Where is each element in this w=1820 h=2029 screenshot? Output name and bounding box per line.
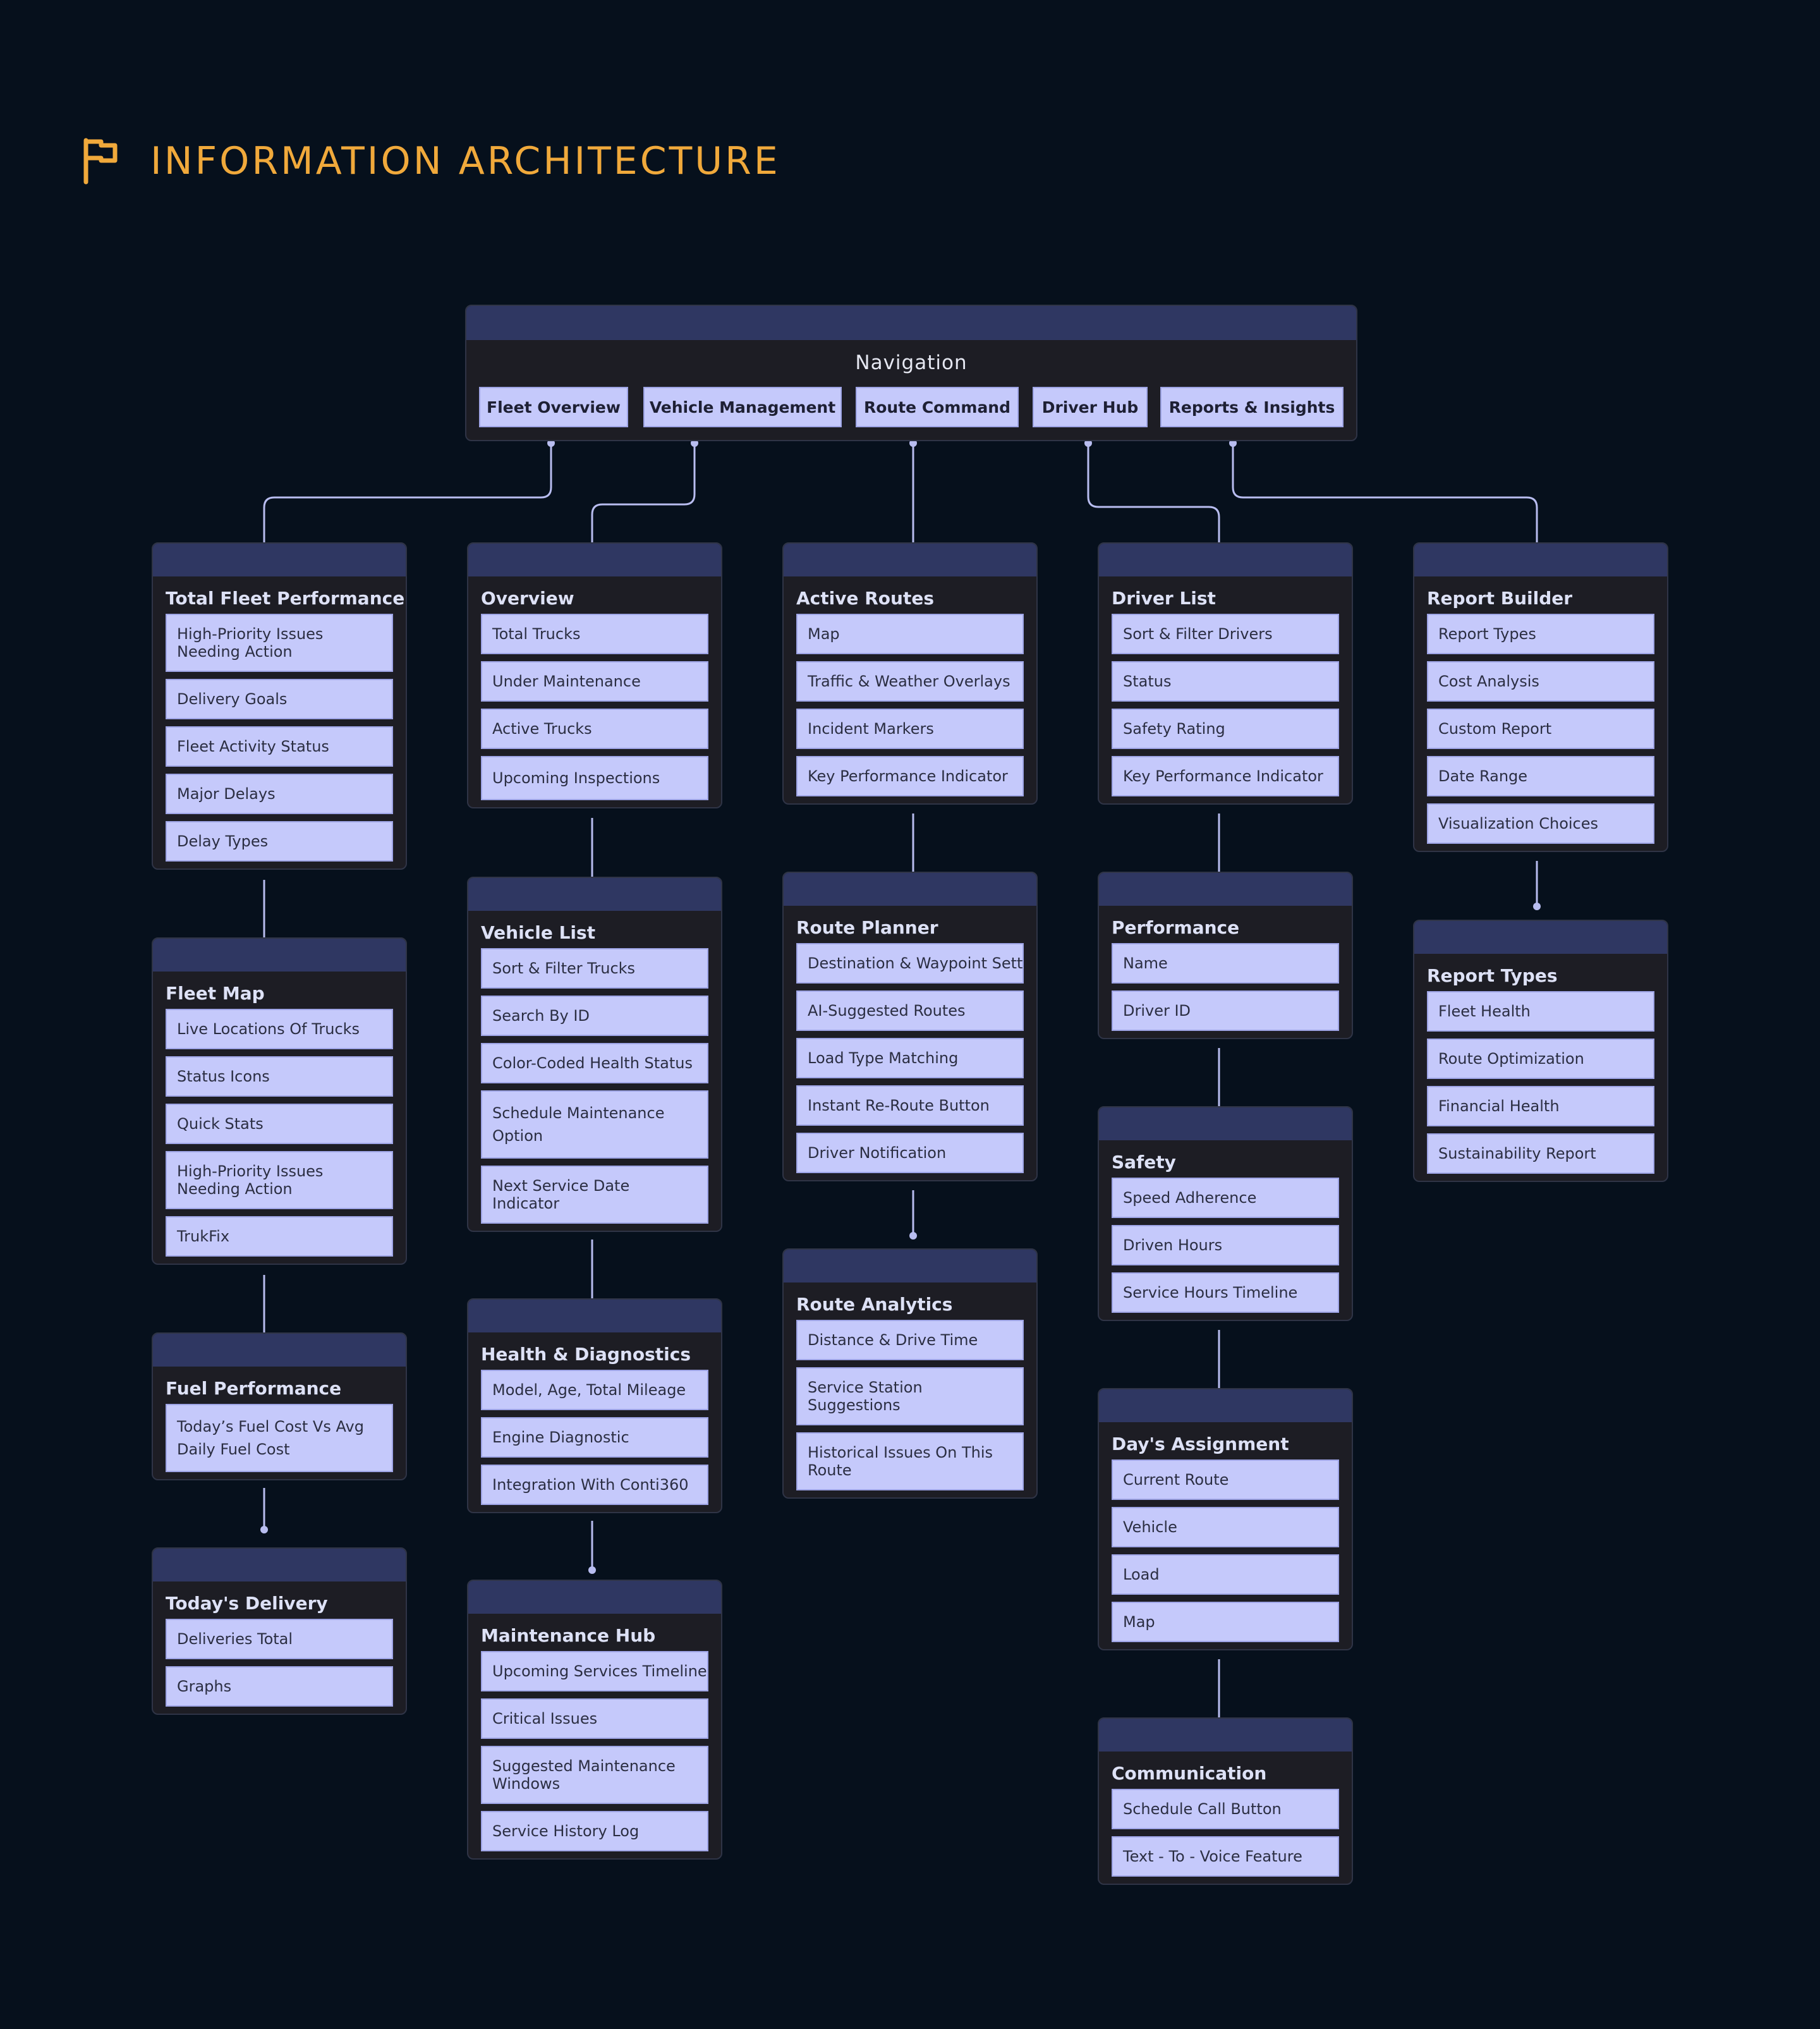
group-header [784,1250,1036,1283]
list-item[interactable]: Suggested Maintenance Windows [481,1746,708,1804]
list-item[interactable]: Status [1112,661,1339,702]
group-title: Maintenance Hub [481,1625,656,1646]
list-item[interactable]: Today’s Fuel Cost Vs Avg Daily Fuel Cost [166,1404,393,1472]
list-item[interactable]: Critical Issues [481,1698,708,1739]
list-item[interactable]: Load [1112,1554,1339,1595]
group-header [1099,1389,1352,1422]
group-title: Performance [1112,917,1240,938]
list-item[interactable]: Fleet Health [1427,991,1654,1032]
group-title: Total Fleet Performance [166,588,405,609]
list-item[interactable]: Traffic & Weather Overlays [796,661,1024,702]
list-item[interactable]: Upcoming Services Timeline [481,1651,708,1691]
group-title: Vehicle List [481,922,596,943]
group-route-planner [782,872,1038,1181]
list-item[interactable]: Delay Types [166,821,393,862]
list-item[interactable]: Delivery Goals [166,679,393,719]
navigation-title: Navigation [855,351,968,374]
list-item[interactable]: Current Route [1112,1459,1339,1500]
group-header [153,544,406,576]
connector-line [264,443,551,542]
list-item[interactable]: Instant Re-Route Button [796,1085,1024,1126]
list-item[interactable]: Driven Hours [1112,1225,1339,1265]
list-item[interactable]: Service Hours Timeline [1112,1272,1339,1313]
nav-tab-vehicle-management[interactable]: Vehicle Management [643,387,842,427]
group-route-analytics [782,1248,1038,1499]
list-item[interactable]: Next Service Date Indicator [481,1166,708,1224]
group-report-types [1413,920,1668,1182]
list-item[interactable]: Safety Rating [1112,709,1339,749]
group-header [1099,1719,1352,1752]
list-item[interactable]: Incident Markers [796,709,1024,749]
navigation-panel [465,305,1357,441]
list-item[interactable]: Schedule Maintenance Option [481,1090,708,1159]
group-safety [1098,1106,1353,1321]
list-item[interactable]: Sort & Filter Trucks [481,948,708,989]
navigation-panel-header [466,306,1356,340]
page-title: INFORMATION ARCHITECTURE [150,139,780,183]
group-performance [1098,872,1353,1039]
list-item[interactable]: Sustainability Report [1427,1133,1654,1174]
list-item[interactable]: Search By ID [481,996,708,1036]
list-item[interactable]: Quick Stats [166,1104,393,1144]
list-item[interactable]: Load Type Matching [796,1038,1024,1078]
list-item[interactable]: Active Trucks [481,709,708,749]
list-item[interactable]: Financial Health [1427,1086,1654,1126]
group-title: Communication [1112,1763,1267,1784]
group-header [468,1581,721,1614]
list-item[interactable]: Report Types [1427,614,1654,654]
list-item[interactable]: Destination & Waypoint Sett [796,943,1024,984]
group-header [1099,1107,1352,1140]
group-title: Safety [1112,1152,1176,1173]
group-header [1414,921,1667,954]
list-item[interactable]: Custom Report [1427,709,1654,749]
nav-tab-driver-hub[interactable]: Driver Hub [1033,387,1148,427]
list-item[interactable]: Graphs [166,1666,393,1707]
list-item[interactable]: Key Performance Indicator [1112,756,1339,796]
group-health-diagnostics [467,1298,722,1513]
list-item[interactable]: Color-Coded Health Status [481,1043,708,1083]
group-maintenance-hub [467,1580,722,1860]
list-item[interactable]: TrukFix [166,1216,393,1257]
group-overview [467,542,722,808]
group-title: Active Routes [796,588,935,609]
group-total-fleet-performance [152,542,407,870]
group-header [1099,873,1352,906]
list-item[interactable]: Map [1112,1602,1339,1642]
list-item[interactable]: Name [1112,943,1339,984]
group-title: Today's Delivery [166,1593,328,1614]
group-title: Driver List [1112,588,1216,609]
group-todays-delivery [152,1547,407,1715]
group-fuel-performance [152,1332,407,1480]
list-item[interactable]: Sort & Filter Drivers [1112,614,1339,654]
list-item[interactable]: Driver Notification [796,1133,1024,1173]
group-title: Overview [481,588,574,609]
list-item[interactable]: High-Priority Issues Needing Action [166,614,393,672]
list-item[interactable]: Visualization Choices [1427,803,1654,844]
list-item[interactable]: Service History Log [481,1811,708,1851]
group-communication [1098,1717,1353,1885]
list-item[interactable]: AI-Suggested Routes [796,990,1024,1031]
group-title: Fleet Map [166,983,265,1004]
group-header [1414,544,1667,576]
connector-dot [1533,903,1541,910]
group-title: Report Types [1427,965,1558,986]
group-title: Health & Diagnostics [481,1344,691,1365]
connector-dot [588,1566,596,1574]
group-fleet-map [152,937,407,1265]
group-active-routes [782,542,1038,805]
group-title: Day's Assignment [1112,1434,1289,1454]
list-item[interactable]: Deliveries Total [166,1619,393,1659]
list-item[interactable]: Live Locations Of Trucks [166,1009,393,1049]
connector-dot [260,1526,268,1533]
list-item[interactable]: Speed Adherence [1112,1178,1339,1218]
group-title: Fuel Performance [166,1378,342,1399]
list-item[interactable]: Schedule Call Button [1112,1789,1339,1829]
list-item[interactable]: Driver ID [1112,990,1339,1031]
list-item[interactable]: Major Delays [166,774,393,814]
nav-tab-reports-insights[interactable]: Reports & Insights [1160,387,1344,427]
group-vehicle-list [467,877,722,1232]
group-header [468,878,721,911]
connector-line [592,443,695,542]
group-header [1099,544,1352,576]
list-item[interactable]: Cost Analysis [1427,661,1654,702]
group-header [153,1334,406,1367]
group-header [784,873,1036,906]
group-header [468,544,721,576]
list-item[interactable]: Total Trucks [481,614,708,654]
list-item[interactable]: Engine Diagnostic [481,1417,708,1458]
list-item[interactable]: Model, Age, Total Mileage [481,1370,708,1410]
list-item[interactable]: Map [796,614,1024,654]
list-item[interactable]: Date Range [1427,756,1654,796]
group-header [468,1300,721,1332]
list-item[interactable]: Integration With Conti360 [481,1465,708,1505]
list-item[interactable]: Text - To - Voice Feature [1112,1836,1339,1877]
list-item[interactable]: High-Priority Issues Needing Action [166,1151,393,1209]
group-driver-list [1098,542,1353,805]
group-header [153,939,406,972]
list-item[interactable]: Fleet Activity Status [166,726,393,767]
group-report-builder [1413,542,1668,852]
connector-line [1088,443,1219,542]
list-item[interactable]: Route Optimization [1427,1039,1654,1079]
list-item[interactable]: Vehicle [1112,1507,1339,1547]
group-header [153,1549,406,1581]
group-days-assignment [1098,1388,1353,1650]
group-title: Route Analytics [796,1294,953,1315]
group-title: Route Planner [796,917,938,938]
list-item[interactable]: Distance & Drive Time [796,1320,1024,1360]
connector-line [1233,443,1537,542]
list-item[interactable]: Upcoming Inspections [481,756,708,800]
list-item[interactable]: Service Station Suggestions [796,1367,1024,1425]
list-item[interactable]: Status Icons [166,1056,393,1097]
connector-dot [909,1232,917,1240]
list-item[interactable]: Historical Issues On This Route [796,1432,1024,1490]
nav-tab-fleet-overview[interactable]: Fleet Overview [479,387,628,427]
group-header [784,544,1036,576]
list-item[interactable]: Under Maintenance [481,661,708,702]
group-title: Report Builder [1427,588,1573,609]
nav-tab-route-command[interactable]: Route Command [856,387,1019,427]
list-item[interactable]: Key Performance Indicator [796,756,1024,796]
